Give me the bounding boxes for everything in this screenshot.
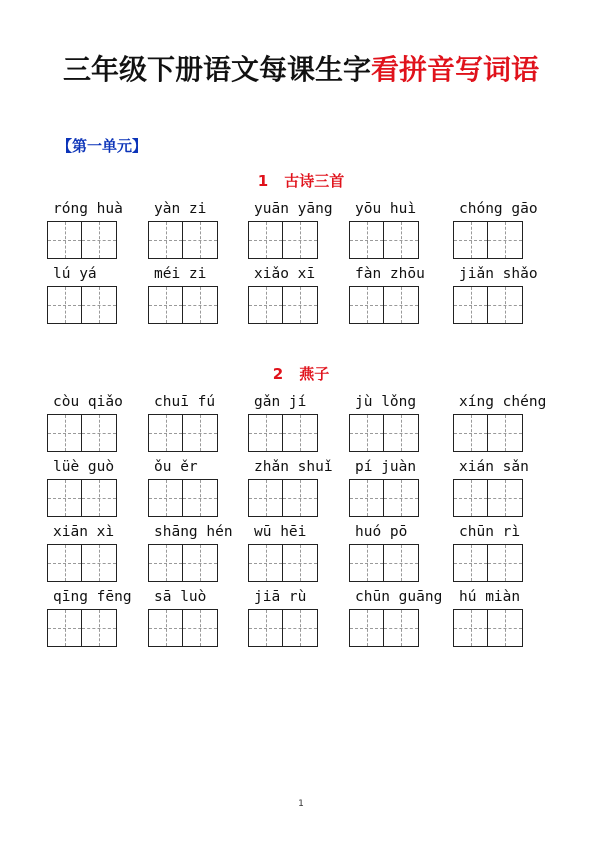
tianzige-box[interactable] [283, 609, 318, 647]
writing-boxes [349, 544, 419, 582]
writing-boxes [47, 544, 117, 582]
tianzige-box[interactable] [349, 609, 384, 647]
tianzige-box[interactable] [488, 544, 523, 582]
pinyin-label: yàn zi [154, 201, 207, 217]
tianzige-box[interactable] [349, 479, 384, 517]
tianzige-box[interactable] [384, 286, 419, 324]
tianzige-box[interactable] [82, 479, 117, 517]
tianzige-box[interactable] [148, 544, 183, 582]
writing-boxes [349, 479, 419, 517]
tianzige-box[interactable] [148, 414, 183, 452]
writing-boxes [453, 544, 523, 582]
tianzige-box[interactable] [148, 286, 183, 324]
writing-boxes [453, 286, 523, 324]
pinyin-label: qīng fēng [53, 589, 132, 605]
pinyin-label: shāng hén [154, 524, 233, 540]
tianzige-box[interactable] [248, 479, 283, 517]
pinyin-label: chūn rì [459, 524, 521, 540]
tianzige-box[interactable] [47, 286, 82, 324]
lesson-heading-1 [0, 170, 602, 191]
tianzige-box[interactable] [183, 479, 218, 517]
pinyin-label: jiā rù [254, 589, 307, 605]
tianzige-box[interactable] [248, 414, 283, 452]
writing-boxes [453, 221, 523, 259]
page-title [0, 50, 602, 90]
writing-boxes [248, 544, 318, 582]
tianzige-box[interactable] [47, 609, 82, 647]
pinyin-label: jù lǒng [355, 394, 417, 410]
writing-boxes [148, 609, 218, 647]
pinyin-label: zhǎn shuǐ [254, 459, 333, 475]
writing-boxes [453, 609, 523, 647]
tianzige-box[interactable] [148, 609, 183, 647]
tianzige-box[interactable] [453, 221, 488, 259]
tianzige-box[interactable] [148, 221, 183, 259]
pinyin-label: còu qiǎo [53, 394, 123, 410]
writing-boxes [148, 544, 218, 582]
lesson-name: 古诗三首 [284, 172, 345, 190]
pinyin-label: xián sǎn [459, 459, 529, 475]
pinyin-label: chuī fú [154, 394, 216, 410]
pinyin-label: méi zi [154, 266, 207, 282]
pinyin-label: lüè guò [53, 459, 115, 475]
writing-boxes [248, 414, 318, 452]
lesson-heading-2 [0, 363, 602, 384]
tianzige-box[interactable] [488, 609, 523, 647]
pinyin-label: yōu huì [355, 201, 417, 217]
pinyin-label: chūn guāng [355, 589, 443, 605]
tianzige-box[interactable] [47, 221, 82, 259]
pinyin-label: huó pō [355, 524, 408, 540]
tianzige-box[interactable] [349, 221, 384, 259]
writing-boxes [248, 479, 318, 517]
tianzige-box[interactable] [488, 286, 523, 324]
tianzige-box[interactable] [283, 221, 318, 259]
pinyin-label: jiǎn shǎo [459, 266, 538, 282]
tianzige-box[interactable] [453, 414, 488, 452]
tianzige-box[interactable] [248, 544, 283, 582]
pinyin-label: yuān yāng [254, 201, 333, 217]
tianzige-box[interactable] [248, 286, 283, 324]
tianzige-box[interactable] [488, 479, 523, 517]
tianzige-box[interactable] [183, 221, 218, 259]
tianzige-box[interactable] [349, 286, 384, 324]
writing-boxes [148, 286, 218, 324]
tianzige-box[interactable] [488, 221, 523, 259]
tianzige-box[interactable] [283, 414, 318, 452]
tianzige-box[interactable] [384, 221, 419, 259]
tianzige-box[interactable] [248, 609, 283, 647]
writing-boxes [47, 414, 117, 452]
title-main: 三年级下册语文每课生字 [62, 53, 371, 86]
writing-boxes [248, 286, 318, 324]
tianzige-box[interactable] [488, 414, 523, 452]
tianzige-box[interactable] [82, 544, 117, 582]
writing-boxes [349, 286, 419, 324]
pinyin-label: ǒu ěr [154, 459, 198, 475]
pinyin-label: gǎn jí [254, 394, 307, 410]
unit-heading: 【第一单元】 [57, 137, 148, 155]
lesson-number: 1 [257, 172, 269, 190]
tianzige-box[interactable] [349, 414, 384, 452]
tianzige-box[interactable] [82, 286, 117, 324]
tianzige-box[interactable] [248, 221, 283, 259]
tianzige-box[interactable] [384, 609, 419, 647]
tianzige-box[interactable] [384, 479, 419, 517]
writing-boxes [248, 221, 318, 259]
title-highlight: 看拼音写词语 [371, 53, 540, 86]
tianzige-box[interactable] [384, 414, 419, 452]
tianzige-box[interactable] [183, 286, 218, 324]
tianzige-box[interactable] [183, 544, 218, 582]
writing-boxes [349, 221, 419, 259]
tianzige-box[interactable] [47, 544, 82, 582]
lesson-name: 燕子 [299, 365, 330, 383]
pinyin-label: sā luò [154, 589, 207, 605]
tianzige-box[interactable] [82, 414, 117, 452]
writing-boxes [148, 479, 218, 517]
tianzige-box[interactable] [283, 544, 318, 582]
tianzige-box[interactable] [453, 544, 488, 582]
tianzige-box[interactable] [183, 414, 218, 452]
pinyin-label: pí juàn [355, 459, 417, 475]
tianzige-box[interactable] [183, 609, 218, 647]
writing-boxes [148, 221, 218, 259]
writing-boxes [349, 609, 419, 647]
pinyin-label: lú yá [53, 266, 97, 282]
writing-boxes [47, 286, 117, 324]
pinyin-label: hú miàn [459, 589, 521, 605]
pinyin-label: fàn zhōu [355, 266, 425, 282]
page-number: 1 [298, 799, 304, 809]
tianzige-box[interactable] [453, 479, 488, 517]
pinyin-label: róng huà [53, 201, 123, 217]
writing-boxes [248, 609, 318, 647]
writing-boxes [47, 479, 117, 517]
pinyin-label: chóng gāo [459, 201, 538, 217]
tianzige-box[interactable] [47, 479, 82, 517]
writing-boxes [349, 414, 419, 452]
pinyin-label: xiǎo xī [254, 266, 316, 282]
tianzige-box[interactable] [283, 479, 318, 517]
tianzige-box[interactable] [384, 544, 419, 582]
writing-boxes [148, 414, 218, 452]
tianzige-box[interactable] [453, 286, 488, 324]
tianzige-box[interactable] [148, 479, 183, 517]
writing-boxes [453, 414, 523, 452]
pinyin-label: wū hēi [254, 524, 307, 540]
pinyin-label: xiān xì [53, 524, 115, 540]
writing-boxes [47, 609, 117, 647]
writing-boxes [47, 221, 117, 259]
lesson-number: 2 [272, 365, 284, 383]
tianzige-box[interactable] [349, 544, 384, 582]
pinyin-label: xíng chéng [459, 394, 547, 410]
tianzige-box[interactable] [453, 609, 488, 647]
tianzige-box[interactable] [47, 414, 82, 452]
tianzige-box[interactable] [82, 221, 117, 259]
tianzige-box[interactable] [82, 609, 117, 647]
writing-boxes [453, 479, 523, 517]
tianzige-box[interactable] [283, 286, 318, 324]
